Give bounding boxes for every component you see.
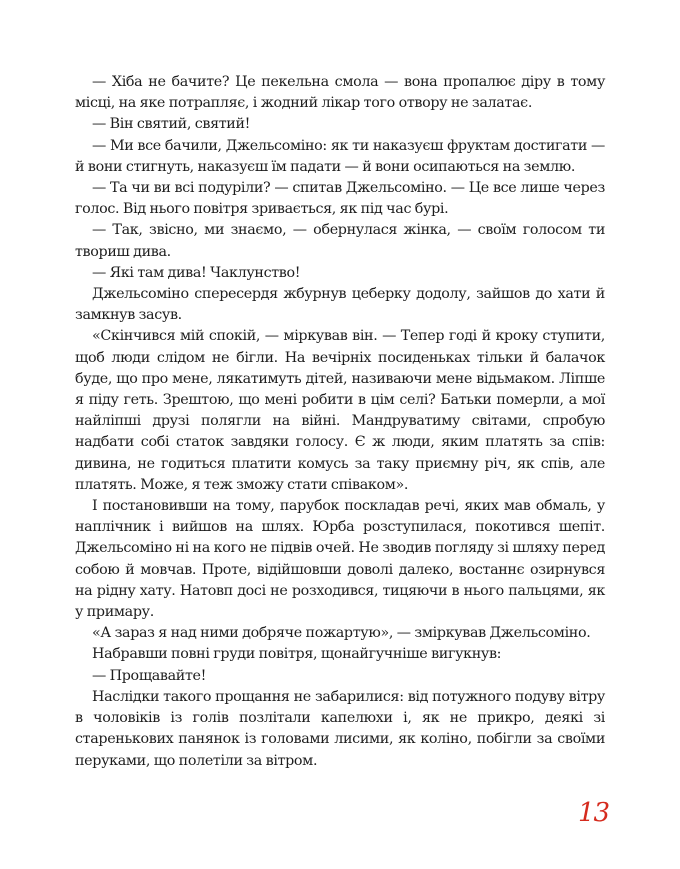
paragraph: «А зараз я над ними добряче пожартую», — зміркував Джельсоміно. bbox=[92, 625, 591, 642]
paragraph: — Він святий, святий! bbox=[92, 116, 251, 133]
paragraph: Наслідки такого прощання не забарилися: від потужного подуву вітру в чоловіків із голів позлітали капелюхи і, як не прикро, деякі зі старенькових панянок із головами лисими, як коліно, побігли за своїми перуками, що полетіли за вітром. bbox=[75, 688, 605, 769]
paragraph: — Ми все бачили, Джельсоміно: як ти наказуєш фруктам достигати — й вони стигнуть, наказуєш їм падати — й вони осипаються на землю. bbox=[75, 137, 605, 175]
body-text bbox=[75, 72, 605, 772]
paragraph: — Так, звісно, ми знаємо, — обернулася жінка, — своїм голосом ти твориш дива. bbox=[75, 222, 605, 260]
page-number: 13 bbox=[578, 798, 610, 828]
paragraph: — Та чи ви всі подуріли? — спитав Джельсоміно. — Це все лише через голос. Від нього повітря зривається, як під час бурі. bbox=[75, 180, 605, 218]
paragraph: — Які там дива! Чаклунство! bbox=[92, 264, 301, 281]
paragraph: Набравши повні груди повітря, щонайгучніше вигукнув: bbox=[92, 646, 502, 663]
paragraph: — Прощавайте! bbox=[92, 667, 207, 684]
paragraph: — Хіба не бачите? Це пекельна смола — вона пропалює діру в тому місці, на яке потрапляє, і жодний лікар того отвору не залатає. bbox=[75, 74, 605, 112]
paragraph: І постановивши на тому, парубок поскладав речі, яких мав обмаль, у наплічник і вийшов на шлях. Юрба розступилася, покотився шепіт. Джельсоміно ні на кого не підвів очей. Не зводив погляду зі шляху перед собою й мовчав. Проте, відійшовши доволі далеко, востаннє озирнувся на рідну хату. Натовп досі не розходився, тицяючи в нього пальцями, як у примару. bbox=[75, 498, 605, 621]
paragraph: «Скінчився мій спокій, — міркував він. — Тепер годі й кроку ступити, щоб люди слідом не бігли. На вечірніх посиденьках тільки й балачок буде, що про мене, лякатимуть дітей, називаючи мене відьмаком. Ліпше я піду геть. Зрештою, що мені робити в цім селі? Батьки померли, а мої найліпші друзі полягли на війні. Мандруватиму світами, спробую надбати собі статок завдяки голосу. Є ж люди, яким платять за спів: дивина, не годиться платити комусь за таку приємну річ, як спів, але платять. Може, я теж зможу стати співаком». bbox=[75, 328, 605, 493]
paragraph: Джельсоміно спересердя жбурнув цеберку додолу, зайшов до хати й замкнув засув. bbox=[75, 286, 605, 324]
